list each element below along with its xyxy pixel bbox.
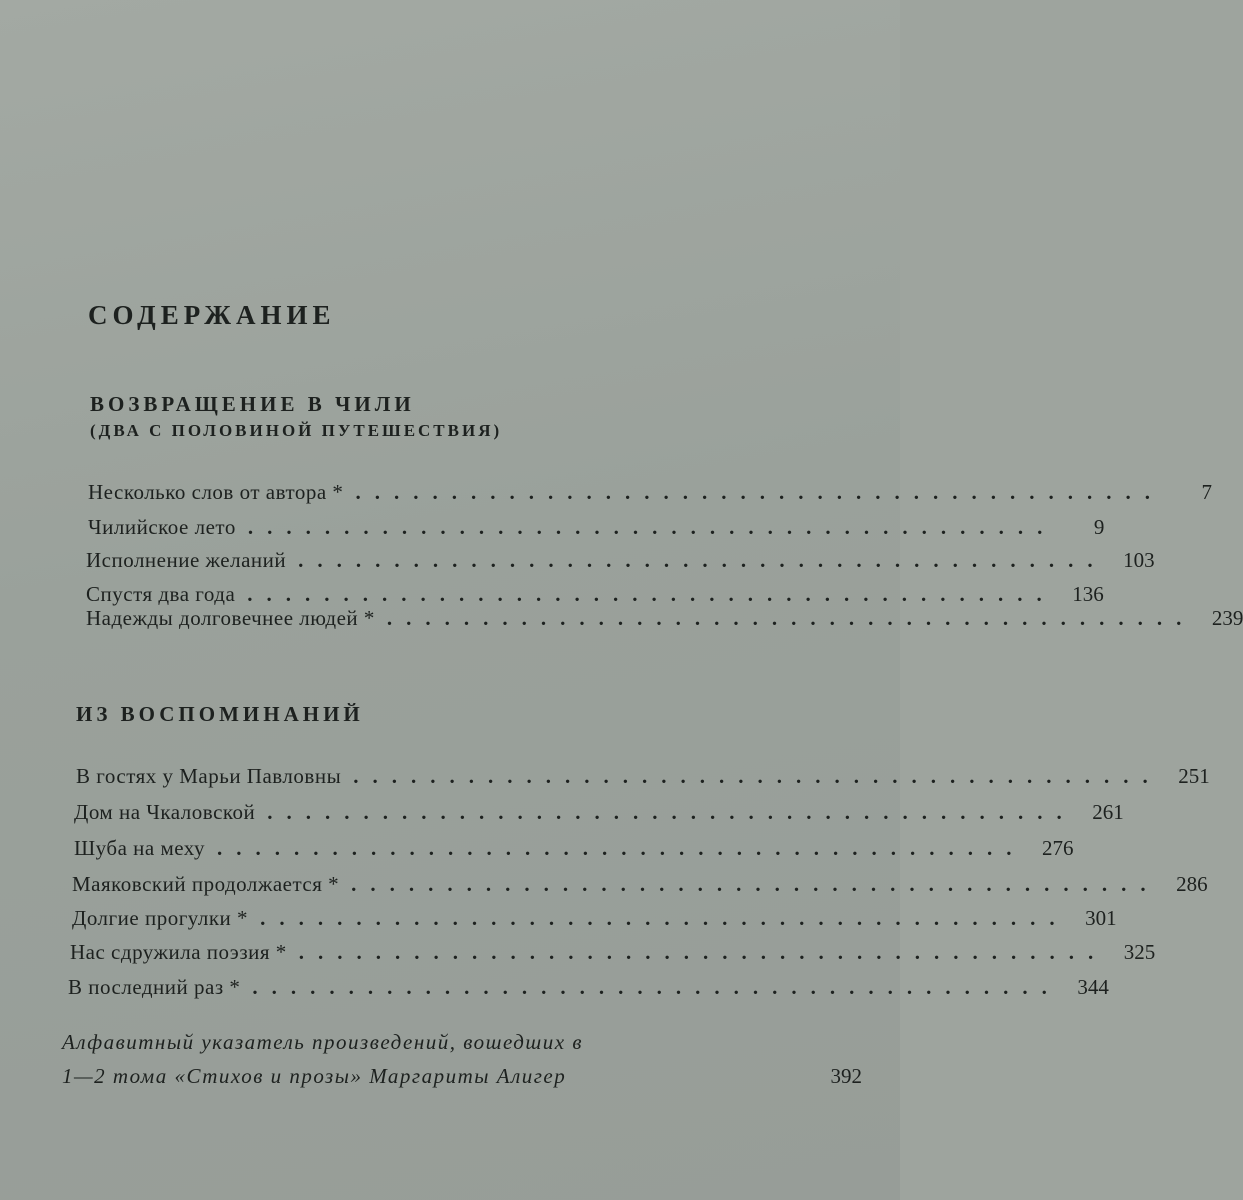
contents-heading: СОДЕРЖАНИЕ: [88, 300, 336, 330]
toc-entry-page: 136: [1072, 582, 1104, 606]
toc-entry-title: В гостях у Марьи Павловны: [76, 764, 342, 788]
toc-entry-title: Долгие прогулки *: [72, 906, 249, 930]
toc-entry-title: Несколько слов от автора *: [88, 480, 344, 504]
toc-entry: [88, 515, 1105, 549]
toc-entry-title: Дом на Чкаловской: [74, 800, 256, 824]
toc-entry-title: Чилийское лето: [88, 515, 236, 539]
toc-entry-page: 261: [1092, 800, 1124, 824]
toc-entry-title: Спустя два года: [86, 582, 236, 606]
toc-entry-title: Шуба на меху: [74, 836, 206, 860]
toc-entry-title: В последний раз *: [68, 975, 241, 999]
section-title-memoirs: ИЗ ВОСПОМИНАНИЙ: [76, 702, 364, 726]
toc-entry: [68, 975, 1109, 1009]
dot-leader: ..........................................: [217, 836, 1026, 860]
toc-entry: [86, 606, 1243, 640]
dot-leader: ..........................................: [252, 975, 1061, 999]
toc-entry: [70, 940, 1156, 974]
toc-entry: [72, 906, 1117, 940]
toc-entry-page: 103: [1123, 548, 1155, 572]
dot-leader: ..........................................: [355, 480, 1164, 504]
section-title-return-to-chile: ВОЗВРАЩЕНИЕ В ЧИЛИ: [90, 392, 415, 416]
dot-leader: ..........................................: [351, 872, 1160, 896]
toc-entry-page: 325: [1123, 940, 1156, 964]
alphabetical-index-entry: [62, 1030, 862, 1098]
index-entry-line: [62, 1064, 862, 1098]
dot-leader: ..........................................: [260, 906, 1069, 930]
toc-entry: [86, 548, 1155, 582]
dot-leader: ..........................................: [267, 800, 1076, 824]
dot-leader: ..........................................: [298, 548, 1107, 572]
toc-entry-page: 286: [1176, 872, 1208, 896]
index-entry-line: [62, 1030, 862, 1064]
toc-entry-title: Исполнение желаний: [86, 548, 287, 572]
index-entry-page: 392: [830, 1064, 862, 1088]
toc-entry-page: 344: [1077, 975, 1109, 999]
dot-leader: ..........................................: [298, 940, 1108, 964]
toc-entry: [88, 480, 1212, 514]
index-entry-title-line2: 1—2 тома «Стихов и прозы» Маргариты Алигер: [62, 1064, 567, 1088]
toc-entry-page: 239: [1211, 606, 1243, 630]
dot-leader: ..........................................: [247, 582, 1056, 606]
toc-entry-page: 9: [1093, 515, 1105, 539]
toc-entry-page: 251: [1178, 764, 1210, 788]
index-entry-title-line1: Алфавитный указатель произведений, вошедших в: [62, 1030, 583, 1054]
toc-entry: [74, 836, 1074, 870]
toc-entry-page: 301: [1085, 906, 1117, 930]
toc-entry-title: Надежды долговечнее людей *: [86, 606, 375, 630]
section-subtitle: (ДВА С ПОЛОВИНОЙ ПУТЕШЕСТВИЯ): [90, 421, 503, 440]
dot-leader: ..........................................: [353, 764, 1162, 788]
toc-entry: [74, 800, 1124, 834]
toc-entry: [76, 764, 1210, 798]
toc-entry-title: Нас сдружила поэзия *: [70, 940, 287, 964]
toc-entry-page: 7: [1201, 480, 1212, 504]
toc-entry-page: 276: [1042, 836, 1074, 860]
dot-leader: ..........................................: [386, 606, 1196, 630]
toc-entry: [72, 872, 1208, 906]
dot-leader: ..........................................: [247, 515, 1057, 539]
toc-entry-title: Маяковский продолжается *: [72, 872, 340, 896]
